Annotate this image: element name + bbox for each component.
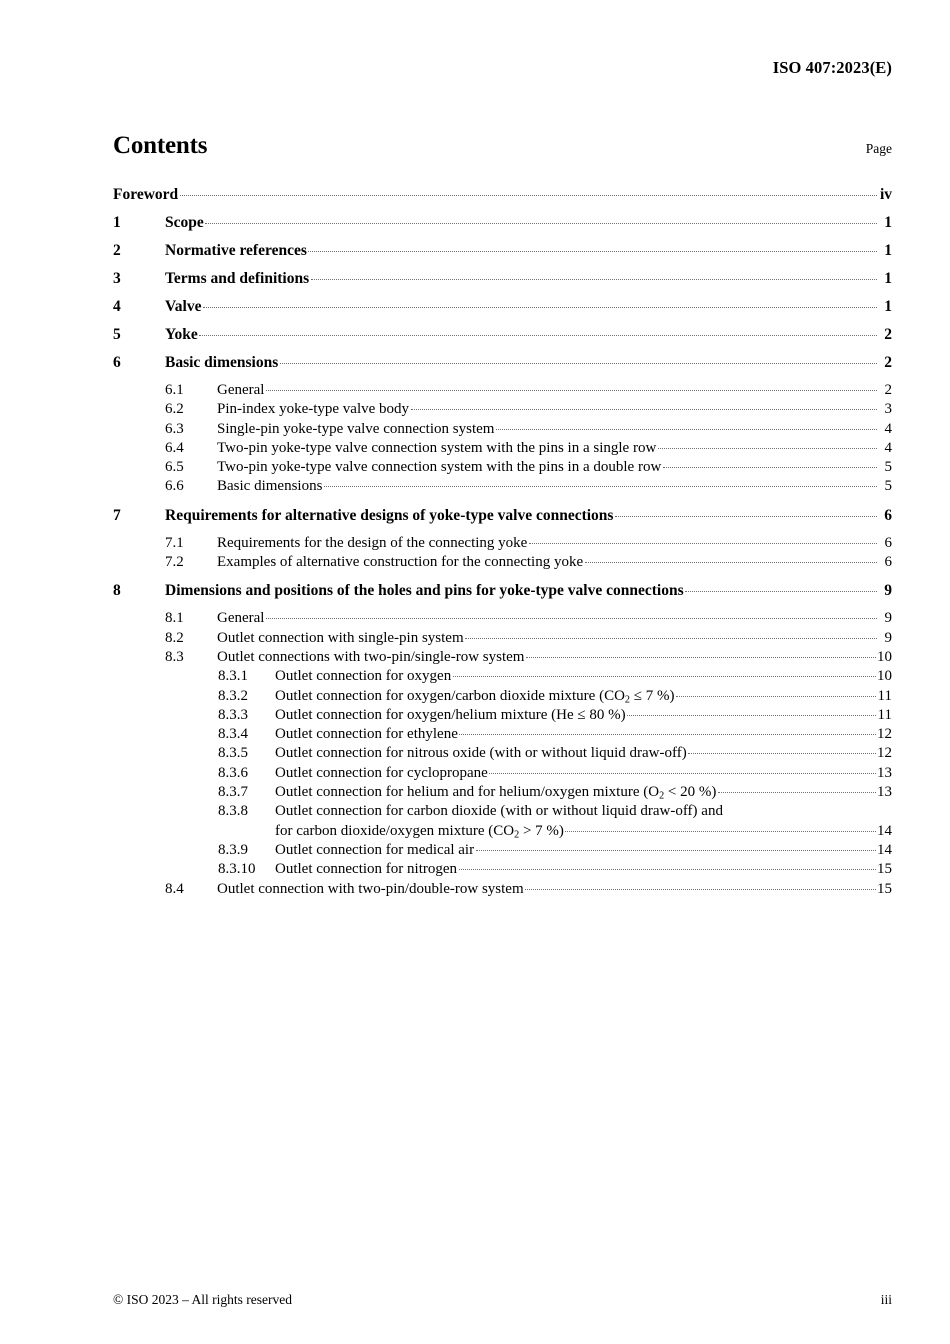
toc-entry-title: General [217,610,265,627]
toc-entry-body [165,242,892,260]
toc-dot-leader [311,279,877,280]
toc-entry[interactable] [113,507,892,535]
toc-entry-body [217,554,892,571]
toc-entry-number: 6 [113,354,121,371]
toc-entry-body [217,610,892,627]
toc-dot-leader [627,715,876,716]
toc-entry-title: Requirements for alternative designs of yoke-type valve connections [165,506,614,524]
toc-entry-body [217,535,892,552]
toc-entry-number: 1 [113,214,121,231]
toc-entry-page-number: 5 [884,478,892,495]
toc-entry-page-number: 1 [884,270,892,287]
toc-entry-page-number: 2 [884,354,892,371]
toc-entry[interactable] [113,401,892,420]
toc-entry-title: Terms and definitions [165,270,310,287]
toc-entry-page-number: 12 [877,726,892,743]
toc-entry-page-number: 2 [884,382,892,398]
toc-entry[interactable] [113,535,892,554]
toc-dot-leader [688,753,875,754]
toc-entry[interactable] [113,823,892,842]
toc-entry[interactable] [113,382,892,401]
toc-entry-body [165,270,892,288]
toc-dot-leader [489,773,875,774]
toc-entry[interactable] [113,440,892,459]
toc-entry-number: 8.3.9 [218,841,248,858]
toc-entry-body [165,354,892,372]
toc-entry-number: 6.2 [165,401,184,418]
toc-entry[interactable] [113,459,892,478]
toc-entry-body [165,214,892,232]
toc-entry-number: 8.3.3 [218,706,248,723]
toc-entry-title: Outlet connection for oxygen [275,668,452,685]
toc-entry-title: Outlet connection for nitrous oxide (with or without liquid draw-off) [275,745,687,762]
toc-entry-number: 8.3.8 [218,803,248,820]
toc-dot-leader [615,516,877,517]
toc-dot-leader [459,734,875,735]
toc-entry-page-number: 14 [877,841,892,858]
toc-entry-page-number: 13 [877,764,892,781]
toc-entry-page-number: 4 [884,439,892,456]
toc-entry-number: 8.4 [165,880,184,897]
toc-entry-page-number: 6 [884,534,892,551]
toc-entry-number: 5 [113,326,121,343]
toc-entry-page-number: 12 [877,745,892,762]
toc-entry[interactable] [113,421,892,440]
toc-entry-page-number: 2 [884,326,892,343]
toc-entry-page-number: 5 [884,459,892,476]
toc-entry-title: Two-pin yoke-type valve connection system with the pins in a double row [217,459,662,476]
toc-entry-title: Outlet connection for oxygen/carbon dioxide mixture ($CO_2 \le 7$ %) [275,687,675,706]
toc-entry-number: 8.3.6 [218,764,248,781]
document-footer [113,1292,892,1308]
toc-dot-leader [266,390,877,391]
toc-dot-leader [308,251,876,252]
toc-entry[interactable] [113,354,892,382]
toc-dot-leader [203,307,877,308]
toc-entry-number: 6.6 [165,478,184,495]
toc-entry-number: 8.3 [165,648,184,665]
copyright-notice: © ISO 2023 – All rights reserved [113,1292,292,1307]
toc-entry-page-number: 9 [884,629,892,646]
toc-entry-title: Outlet connection with two-pin/double-row system [217,880,524,897]
toc-entry-title: Two-pin yoke-type valve connection system with the pins in a single row [217,439,657,456]
toc-entry-page-number: 6 [884,506,892,524]
page-title: Contents [113,132,208,159]
toc-dot-leader [199,335,876,336]
toc-entry-body [275,823,892,840]
toc-entry[interactable] [113,186,892,214]
toc-dot-leader [676,696,876,697]
toc-entry[interactable] [113,630,892,649]
footer-page-number: iii [880,1292,892,1307]
toc-entry-page-number: 6 [884,554,892,571]
toc-entry-body [275,745,892,762]
toc-entry-page-number: 11 [877,687,892,704]
toc-dot-leader [476,850,876,851]
toc-entry-body [113,186,892,204]
toc-entry[interactable] [113,803,892,822]
toc-entry-body [217,382,892,399]
toc-entry-page-number: 13 [877,784,892,801]
toc-entry-title: Dimensions and positions of the holes and pins for yoke-type valve connections [165,582,684,600]
toc-dot-leader [529,543,877,544]
toc-entry[interactable] [113,881,892,900]
toc-dot-leader [585,562,877,563]
toc-entry[interactable] [113,326,892,354]
contents-heading-row [113,132,892,160]
toc-dot-leader [459,869,876,870]
toc-entry-title-continuation: for carbon dioxide/oxygen mixture ($CO_2 > 7$ %) [275,822,564,841]
toc-entry[interactable] [113,554,892,573]
toc-dot-leader [526,657,876,658]
toc-entry-body [165,326,892,344]
toc-entry-number: 7 [113,506,121,524]
toc-entry-page-number: 3 [884,401,892,418]
toc-entry-title: Basic dimensions [165,354,279,371]
toc-entry[interactable] [113,784,892,803]
toc-entry-title: Basic dimensions [217,478,323,495]
toc-entry-number: 3 [113,270,121,287]
toc-entry-body [217,649,892,666]
toc-entry[interactable] [113,688,892,707]
toc-entry-number: 6.1 [165,382,184,398]
toc-entry-body [217,459,892,476]
toc-entry[interactable] [113,298,892,326]
toc-entry-title: Outlet connection for nitrogen [275,861,458,878]
toc-entry-number: 6.5 [165,459,184,476]
toc-entry[interactable] [113,214,892,242]
toc-entry-number: 8.3.2 [218,687,248,704]
toc-entry[interactable] [113,668,892,687]
toc-dot-leader [685,591,876,592]
toc-entry-title: Requirements for the design of the connecting yoke [217,534,528,551]
toc-entry-body [275,688,892,705]
toc-dot-leader [465,638,876,639]
toc-entry-number: 6.4 [165,439,184,456]
page-column-label: Page [865,141,892,156]
toc-entry[interactable] [113,270,892,298]
toc-entry-body [165,298,892,316]
toc-entry-title: Pin-index yoke-type valve body [217,401,410,418]
toc-dot-leader [453,676,876,677]
toc-entry-body [217,478,892,495]
toc-entry-number: 7.1 [165,534,184,551]
toc-entry[interactable] [113,745,892,764]
toc-entry-title: Single-pin yoke-type valve connection system [217,420,495,437]
toc-entry-title: Yoke [165,326,198,343]
toc-dot-leader [663,467,877,468]
toc-dot-leader [205,223,876,224]
toc-entry-page-number: 10 [877,648,892,665]
toc-entry[interactable] [113,707,892,726]
toc-entry-page-number: 1 [884,214,892,231]
toc-dot-leader [525,889,875,890]
toc-entry[interactable] [113,242,892,270]
toc-entry[interactable] [113,582,892,610]
toc-entry-number: 8 [113,582,121,600]
toc-entry-body [165,507,892,525]
toc-entry-number: 2 [113,242,121,259]
toc-entry-body [275,726,892,743]
toc-entry-number: 8.3.7 [218,784,248,801]
toc-entry-body [275,803,892,820]
toc-entry-page-number: 10 [877,668,892,685]
toc-dot-leader [266,618,877,619]
toc-entry-title: Valve [165,298,202,315]
toc-entry[interactable] [113,861,892,880]
toc-entry-page-number: iv [879,186,892,203]
toc-dot-leader [658,448,877,449]
toc-dot-leader [411,409,877,410]
toc-entry-body [217,421,892,438]
toc-entry-body [217,881,892,898]
toc-entry-body [275,784,892,801]
toc-entry[interactable] [113,765,892,784]
toc-entry-title: Outlet connection for helium and for helium/oxygen mixture ($O_2 < 20$ %) [275,784,717,802]
toc-entry-number: 4 [113,298,121,315]
toc-dot-leader [718,792,876,793]
toc-entry-title: Outlet connection for cyclopropane [275,764,488,781]
toc-entry-page-number: 14 [877,822,892,839]
toc-entry-body [217,630,892,647]
toc-entry-number: 7.2 [165,554,184,571]
toc-entry-body [217,401,892,418]
toc-entry[interactable] [113,726,892,745]
toc-entry-page-number: 11 [877,706,892,723]
toc-entry-page-number: 15 [877,861,892,878]
toc-entry[interactable] [113,842,892,861]
toc-entry-body [275,861,892,878]
toc-entry-number: 8.3.10 [218,861,256,878]
toc-entry-title: Examples of alternative construction for the connecting yoke [217,554,584,571]
toc-entry-page-number: 1 [884,298,892,315]
toc-entry-body [217,440,892,457]
toc-entry-title: General [217,382,265,398]
toc-entry-page-number: 15 [877,880,892,897]
toc-entry-title: Outlet connection for ethylene [275,726,458,743]
toc-dot-leader [565,831,875,832]
toc-dot-leader [280,363,877,364]
table-of-contents [113,186,892,900]
toc-entry-title: Outlet connection for oxygen/helium mixture (He ≤ 80 %) [275,706,626,723]
toc-entry-body [165,582,892,600]
toc-dot-leader [180,195,877,196]
toc-entry-title: Outlet connection for carbon dioxide (with or without liquid draw-off) and [275,803,723,820]
toc-entry-number: 8.3.1 [218,668,248,685]
toc-entry-title: Outlet connection with single-pin system [217,629,464,646]
toc-entry-page-number: 9 [884,582,892,600]
toc-entry[interactable] [113,610,892,629]
toc-entry-body [275,765,892,782]
toc-entry-body [275,668,892,685]
toc-entry[interactable] [113,649,892,668]
toc-dot-leader [324,486,877,487]
toc-entry-number: 6.3 [165,420,184,437]
toc-entry[interactable] [113,478,892,497]
toc-entry-title: Foreword [113,186,179,203]
toc-entry-number: 8.3.5 [218,745,248,762]
toc-dot-leader [496,429,877,430]
toc-entry-page-number: 9 [884,610,892,627]
toc-entry-title: Outlet connection for medical air [275,841,475,858]
toc-entry-number: 8.1 [165,610,184,627]
toc-entry-title: Outlet connections with two-pin/single-row system [217,648,525,665]
toc-entry-page-number: 1 [884,242,892,259]
toc-entry-page-number: 4 [884,420,892,437]
toc-entry-title: Scope [165,214,204,231]
toc-entry-number: 8.3.4 [218,726,248,743]
toc-entry-title: Normative references [165,242,307,259]
toc-entry-body [275,842,892,859]
toc-entry-body [275,707,892,724]
toc-entry-number: 8.2 [165,629,184,646]
document-header-standard-ref: ISO 407:2023(E) [772,58,892,77]
